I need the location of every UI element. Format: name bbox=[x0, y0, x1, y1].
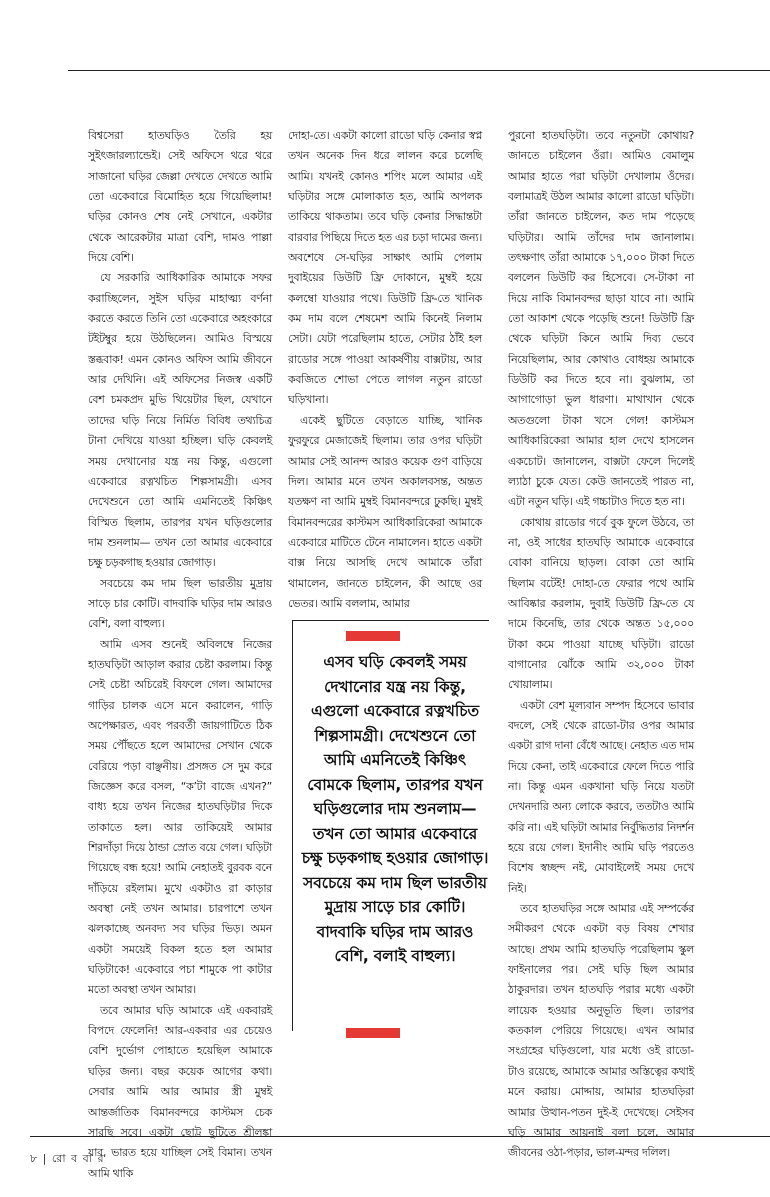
bottom-rule bbox=[30, 1136, 770, 1137]
pull-quote-bottom-bar bbox=[346, 1028, 400, 1038]
paragraph: যে সরকারি আধিকারিক আমাকে সফর করাচ্ছিলেন, সুইস ঘড়ির মাহাত্ম্য বর্ণনা করতে করতে তিনি তো একেবারে অহংকারে টইটম্বুর হয়ে উঠছিলেন। আমিও বিস্ময়ে স্তব্ধবাক! এমন কোনও অফিস আমি জীবনে আর দেখিনি। এই অফিসের নিজস্ব একটি বেশ চমকপ্রদ মুভি থিয়েটার ছিল, যেখানে তাদের ঘড়ি নিয়ে নির্মিত বিবিধ তথ্যচিত্র টানা দেখিয়ে যাওয়া হচ্ছিল। ঘড়ি কেবলই সময় দেখানোর যন্ত্র নয় কিন্তু, এগুলো একেবারে রত্নখচিত শিল্পসামগ্রী। এসব দেখেশুনে তো আমি এমনিতেই কিঞ্চিৎ বিস্মিত ছিলাম, তারপর যখন ঘড়িগুলোর দাম শুনলাম— তখন তো আমার একেবারে চক্ষু চড়কগাছ হওয়ার জোগাড়। bbox=[88, 271, 272, 570]
paragraph: তবে আমার ঘড়ি আমাকে এই একবারই বিপদে ফেলেনি! আর-একবার এর চেয়েও বেশি দুর্ভোগ পোহাতে হয়েছিল আমাকে ঘড়ির জন্য। বছর কয়েক আগের কথা। সেবার আমি আর আমার স্ত্রী মুম্বই আন্তর্জাতিক বিমানবন্দরে কাস্টমস চেক সারছি সবে। একটা ছোট্ট ছুটিতে শ্রীলঙ্কা যাব, ভারত হয়ে যাচ্ছিল সেই বিমান। তখন আমি থাকি bbox=[88, 1003, 272, 1180]
paragraph: একটা বেশ মূল্যবান সম্পদ হিসেবে ভাবার বদলে, সেই থেকে রাডো-টার ওপর আমার একটা রাগ দানা বেঁধে আছে। নেহাত এত দাম দিয়ে কেনা, তাই একেবারে ফেলে দিতে পারি না। কিন্তু এমন একখানা ঘড়ি নিয়ে যতটা দেখনদারি অন্য লোকে করবে, ততটাও আমি করি না। এই ঘড়িটা আমার নির্বুদ্ধিতার নিদর্শন হয়ে রয়ে গেল। ইদানীং আমি ঘড়ি পরতেও বিশেষ স্বচ্ছন্দ নই, মোবাইলেই সময় দেখে নিই। bbox=[508, 698, 694, 895]
paragraph: সবচেয়ে কম দাম ছিল ভারতীয় মুদ্রায় সাড়ে চার কোটি। বাদবাকি ঘড়ির দাম আরও বেশি, বলা বাহুল্য। bbox=[88, 576, 272, 631]
paragraph: একেই ছুটিতে বেড়াতে যাচ্ছি, খানিক ফুরফুরে মেজাজেই ছিলাম। তার ওপর ঘড়িটা আমার সেই আনন্দ আরও কয়েক গুণ বাড়িয়ে দিল। আমার মনে তখন অকালবসন্ত, অন্তত যতক্ষণ না আমি মুম্বই বিমানবন্দরে ঢুকছি। মুম্বই বিমানবন্দরের কাস্টমস আধিকারিকেরা আমাকে একেবারে মাটিতে টেনে নামালেন। হাতে একটা বাক্স নিয়ে আসছি দেখে আমাকে তাঁরা থামালেন, জানতে চাইলেন, কী আছে ওর ভেতর। আমি বললাম, আমার bbox=[288, 413, 482, 610]
page-folio: ৮ | রো ব বা র bbox=[30, 1152, 105, 1165]
paragraph: দোহা-তে। একটা কালো রাডো ঘড়ি কেনার স্বপ্ন তখন অনেক দিন ধরে লালন করে চলেছি আমি। যখনই কোনও শপিং মলে আমার এই ঘড়িটার সঙ্গে মোলাকাত হত, আমি অপলক তাকিয়ে থাকতাম। তবে ঘড়ি কেনার সিদ্ধান্তটা বারবার পিছিয়ে দিতে হত এর চড়া দামের জন্য। অবশেষে সে-ঘড়ির সাক্ষাৎ আমি পেলাম দুবাইয়ের ডিউটি ফ্রি দোকানে, মুম্বই হয়ে কলম্বো যাওয়ার পথে। ডিউটি ফ্রি-তে খানিক কম দাম বলে শেষমেশ আমি কিনেই নিলাম সেটা। যেটা পরেছিলাম হাতে, সেটার ঠাঁই হল রাডোর সঙ্গে পাওয়া আকর্ষণীয় বাক্সটায়, আর কবজিতে শোভা পেতে লাগল নতুন রাডো ঘড়িখানা। bbox=[288, 129, 482, 407]
pull-quote-top-bar bbox=[346, 631, 400, 641]
top-rule bbox=[68, 70, 770, 71]
pull-quote-text: এসব ঘড়ি কেবলই সময় দেখানোর যন্ত্র নয় কিন্তু, এগুলো একেবারে রত্নখচিত শিল্পসামগ্রী। দেখেশুনে তো আমি এমনিতেই কিঞ্চিৎ বোমকে ছিলাম, তারপর যখন ঘড়িগুলোর দাম শুনলাম— তখন তো আমার একেবারে চক্ষু চড়কগাছ হওয়ার জোগাড়। সবচেয়ে কম দাম ছিল ভারতীয় মুদ্রায় সাড়ে চার কোটি। বাদবাকি ঘড়ির দাম আরও বেশি, বলাই বাহুল্য। bbox=[301, 653, 489, 965]
paragraph: আমি এসব শুনেই অবিলম্বে নিজের হাতঘড়িটা আড়াল করার চেষ্টা করলাম। কিন্তু সেই চেষ্টা অচিরেই বিফলে গেল। আমাদের গাড়ির চালক এসে মনে করালেন, গাড়ি অপেক্ষারত, এবং পরবর্তী জায়গাটিতে ঠিক সময় পৌঁছতে হলে আমাদের সেখান থেকে বেরিয়ে পড়া বাঞ্ছনীয়। প্রসঙ্গত সে দুম করে জিজ্ঞেস করে বসল, “ক’টা বাজে এখন?” বাধ্য হয়ে তখন নিজের হাতঘড়িটার দিকে তাকাতে হল। আর তাকিয়েই আমার শিরদাঁড়া দিয়ে ঠান্ডা স্রোত বয়ে গেল। ঘড়িটা গিয়েছে বন্ধ হয়ে! আমি নেহাতই বুরবক বনে দাঁড়িয়ে রইলাম। মুখে একটাও রা কাড়ার অবস্থা নেই তখন আমার। চারপাশে তখন ঝলকাচ্ছে অনবদ্য সব ঘড়ির ভিড়। অমন একটা সময়েই বিকল হতে হল আমার ঘড়িটাকে! একেবারে পচা শামুকে পা কাটার মতো অবস্থা তখন আমার। bbox=[88, 637, 272, 997]
paragraph: পুরনো হাতঘড়িটা। তবে নতুনটা কোথায়? জানতে চাইলেন ওঁরা। আমিও বেমালুম আমার হাতে পরা ঘড়িটা দেখালাম ওঁদের। বলামাত্রই উঠল আমার কালো রাডো ঘড়িটা। তাঁরা জানতে চাইলেন, কত দাম পড়েছে ঘড়িটার। আমি তাঁদের দাম জানালাম। তৎক্ষণাৎ তাঁরা আমাকে ১৭,০০০ টাকা দিতে বললেন ডিউটি কর হিসেবে। সে-টাকা না দিয়ে নাকি বিমানবন্দর ছাড়া যাবে না। আমি তো আকাশ থেকে পড়েছি শুনে! ডিউটি ফ্রি থেকে ঘড়িটা কিনে আমি দিব্য ভেবে নিয়েছিলাম, আর কোথাও বোধহয় আমাকে ডিউটি কর দিতে হবে না। বুঝলাম, তা আগাগোড়া ভুল ধারণা। মাথাখান থেকে অতগুলো টাকা খসে গেল! কাস্টমস আধিকারিকেরা আমার হাল দেখে হাসলেন একচোট। জানালেন, বাক্সটা ফেলে দিলেই ল্যাঠা চুকে যেত। কেউ জানতেই পারত না, এটা নতুন ঘড়ি। এই গচ্চাটাও দিতে হত না। bbox=[508, 129, 694, 509]
paragraph: বিশ্বসেরা হাতঘড়িও তৈরি হয় সুইৎজারল্যান্ডেই। সেই অফিসে থরে থরে সাজানো ঘড়ির জেল্লা দেখতে দেখতে আমি তো একেবারে বিমোহিত হয়ে গিয়েছিলাম! ঘড়ির কোনও শেষ নেই সেখানে, একটার থেকে আরেকটার মাত্রা বেশি, দামও পাল্লা দিয়ে বেশি। bbox=[88, 129, 272, 265]
article-column-3 bbox=[508, 126, 694, 1164]
article-column-1 bbox=[88, 126, 272, 1184]
paragraph: কোথায় রাডোর গর্বে বুক ফুলে উঠবে, তা না, ওই সাধের হাতঘড়ি আমাকে একেবারে বোকা বানিয়ে ছাড়ল। বোকা তো আমি ছিলাম বটেই! দোহা-তে ফেরার পথে আমি আবিষ্কার করলাম, দুবাই ডিউটি ফ্রি-তে যে দামে কিনেছি, তার থেকে অন্তত ১৫,০০০ টাকা কমে পাওয়া যাচ্ছে ঘড়িটা। রাডো বাগানোর ঝোঁকে আমি ৩২,০০০ টাকা খোয়ালাম। bbox=[508, 515, 694, 692]
article-column-2 bbox=[288, 126, 482, 614]
paragraph: তবে হাতঘড়ির সঙ্গে আমার এই সম্পর্কের সমীকরণ থেকে একটা বড় বিষয় শেখার আছে। প্রথম আমি হাতঘড়ি পরেছিলাম স্কুল ফাইনালের পর। সেই ঘড়ি ছিল আমার ঠাকুরদার। তখন হাতঘড়ি পরার মধ্যে একটা লায়েক হওয়ার অনুভূতি ছিল। তারপর কতকাল পেরিয়ে গিয়েছে। এখন আমার সংগ্রহের ঘড়িগুলো, যার মধ্যে ওই রাডো-টাও রয়েছে, আমাকে আমার অস্তিত্বের কথাই মনে করায়। মোদ্দায়, আমার হাতঘড়িরা আমার উত্থান-পতন দুই-ই দেখেছে। সেইসব ঘড়ি আমার আয়নাই বলা চলে, আমার জীবনের ওঠা-পড়ার, ভাল-মন্দর দলিল। bbox=[508, 902, 694, 1160]
